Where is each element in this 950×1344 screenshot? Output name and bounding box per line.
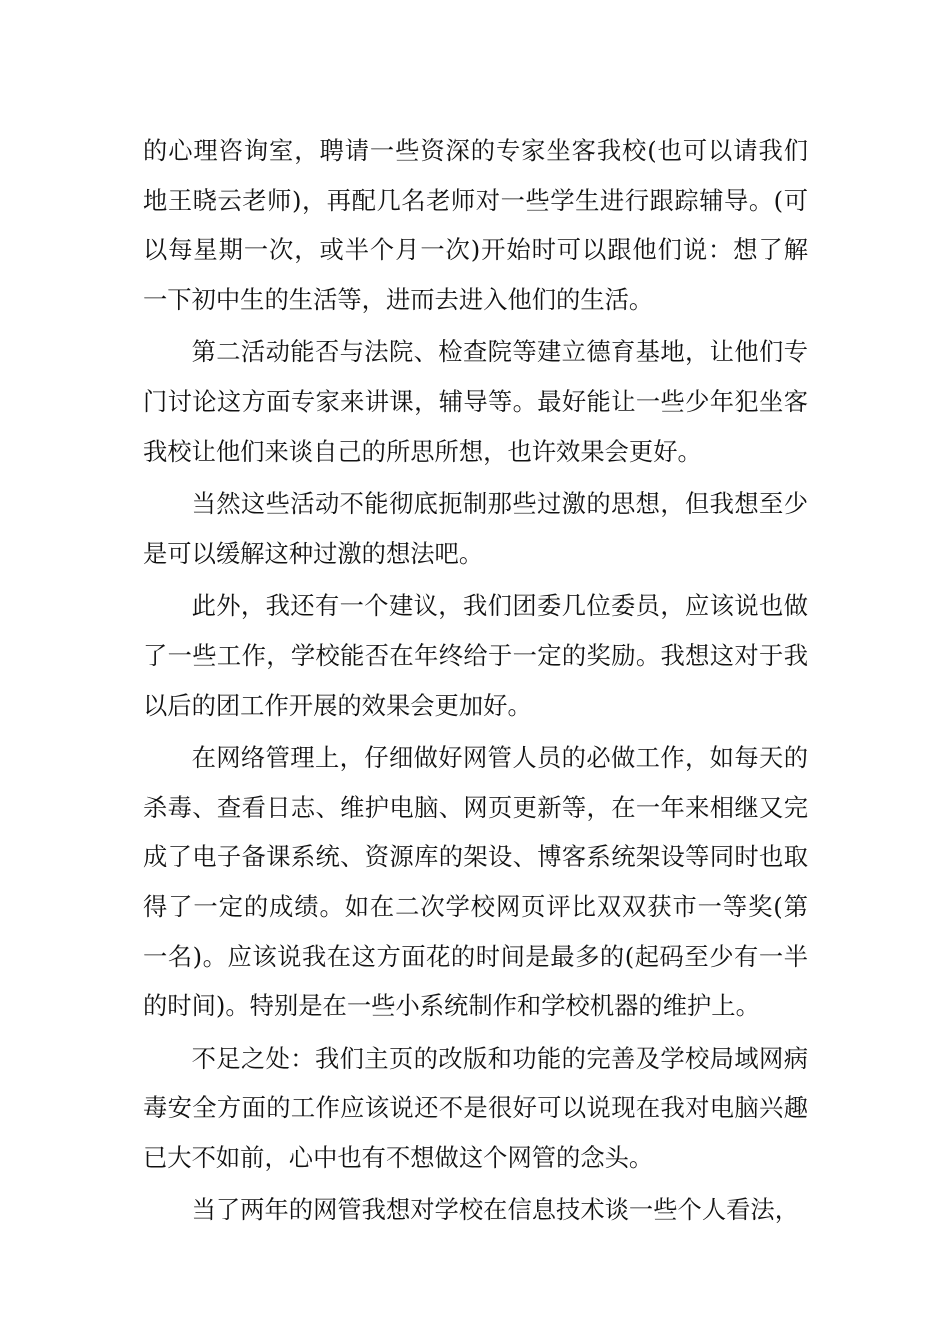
paragraph-moral-education-base: 第二活动能否与法院、检查院等建立德育基地，让他们专门讨论这方面专家来讲课，辅导等。最好能让一些少年犯坐客我校让他们来谈自己的所思所想，也许效果会更好。 <box>143 337 808 466</box>
paragraph-suggestion-reward: 此外，我还有一个建议，我们团委几位委员，应该说也做了一些工作，学校能否在年终给于一定的奖励。我想这对于我以后的团工作开展的效果会更加好。 <box>143 591 808 720</box>
paragraph-counseling-room: 的心理咨询室，聘请一些资深的专家坐客我校(也可以请我们地王晓云老师)，再配几名老师对一些学生进行跟踪辅导。(可以每星期一次，或半个月一次)开始时可以跟他们说：想了解一下初中生的生活等，进而去进入他们的生活。 <box>143 136 808 314</box>
paragraph-activities-effect: 当然这些活动不能彻底扼制那些过激的思想，但我想至少是可以缓解这种过激的想法吧。 <box>143 489 808 568</box>
paragraph-it-views: 当了两年的网管我想对学校在信息技术谈一些个人看法， <box>191 1195 800 1225</box>
paragraph-shortcomings: 不足之处：我们主页的改版和功能的完善及学校局域网病毒安全方面的工作应该说还不是很好可以说现在我对电脑兴趣已大不如前，心中也有不想做这个网管的念头。 <box>143 1043 808 1172</box>
paragraph-network-management: 在网络管理上，仔细做好网管人员的必做工作，如每天的杀毒、查看日志、维护电脑、网页更新等，在一年来相继又完成了电子备课系统、资源库的架设、博客系统架设等同时也取得了一定的成绩。如在二次学校网页评比双双获市一等奖(第一名)。应该说我在这方面花的时间是最多的(起码至少有一半的时间)。特别是在一些小系统制作和学校机器的维护上。 <box>143 743 808 1021</box>
document-body <box>143 126 808 1238</box>
